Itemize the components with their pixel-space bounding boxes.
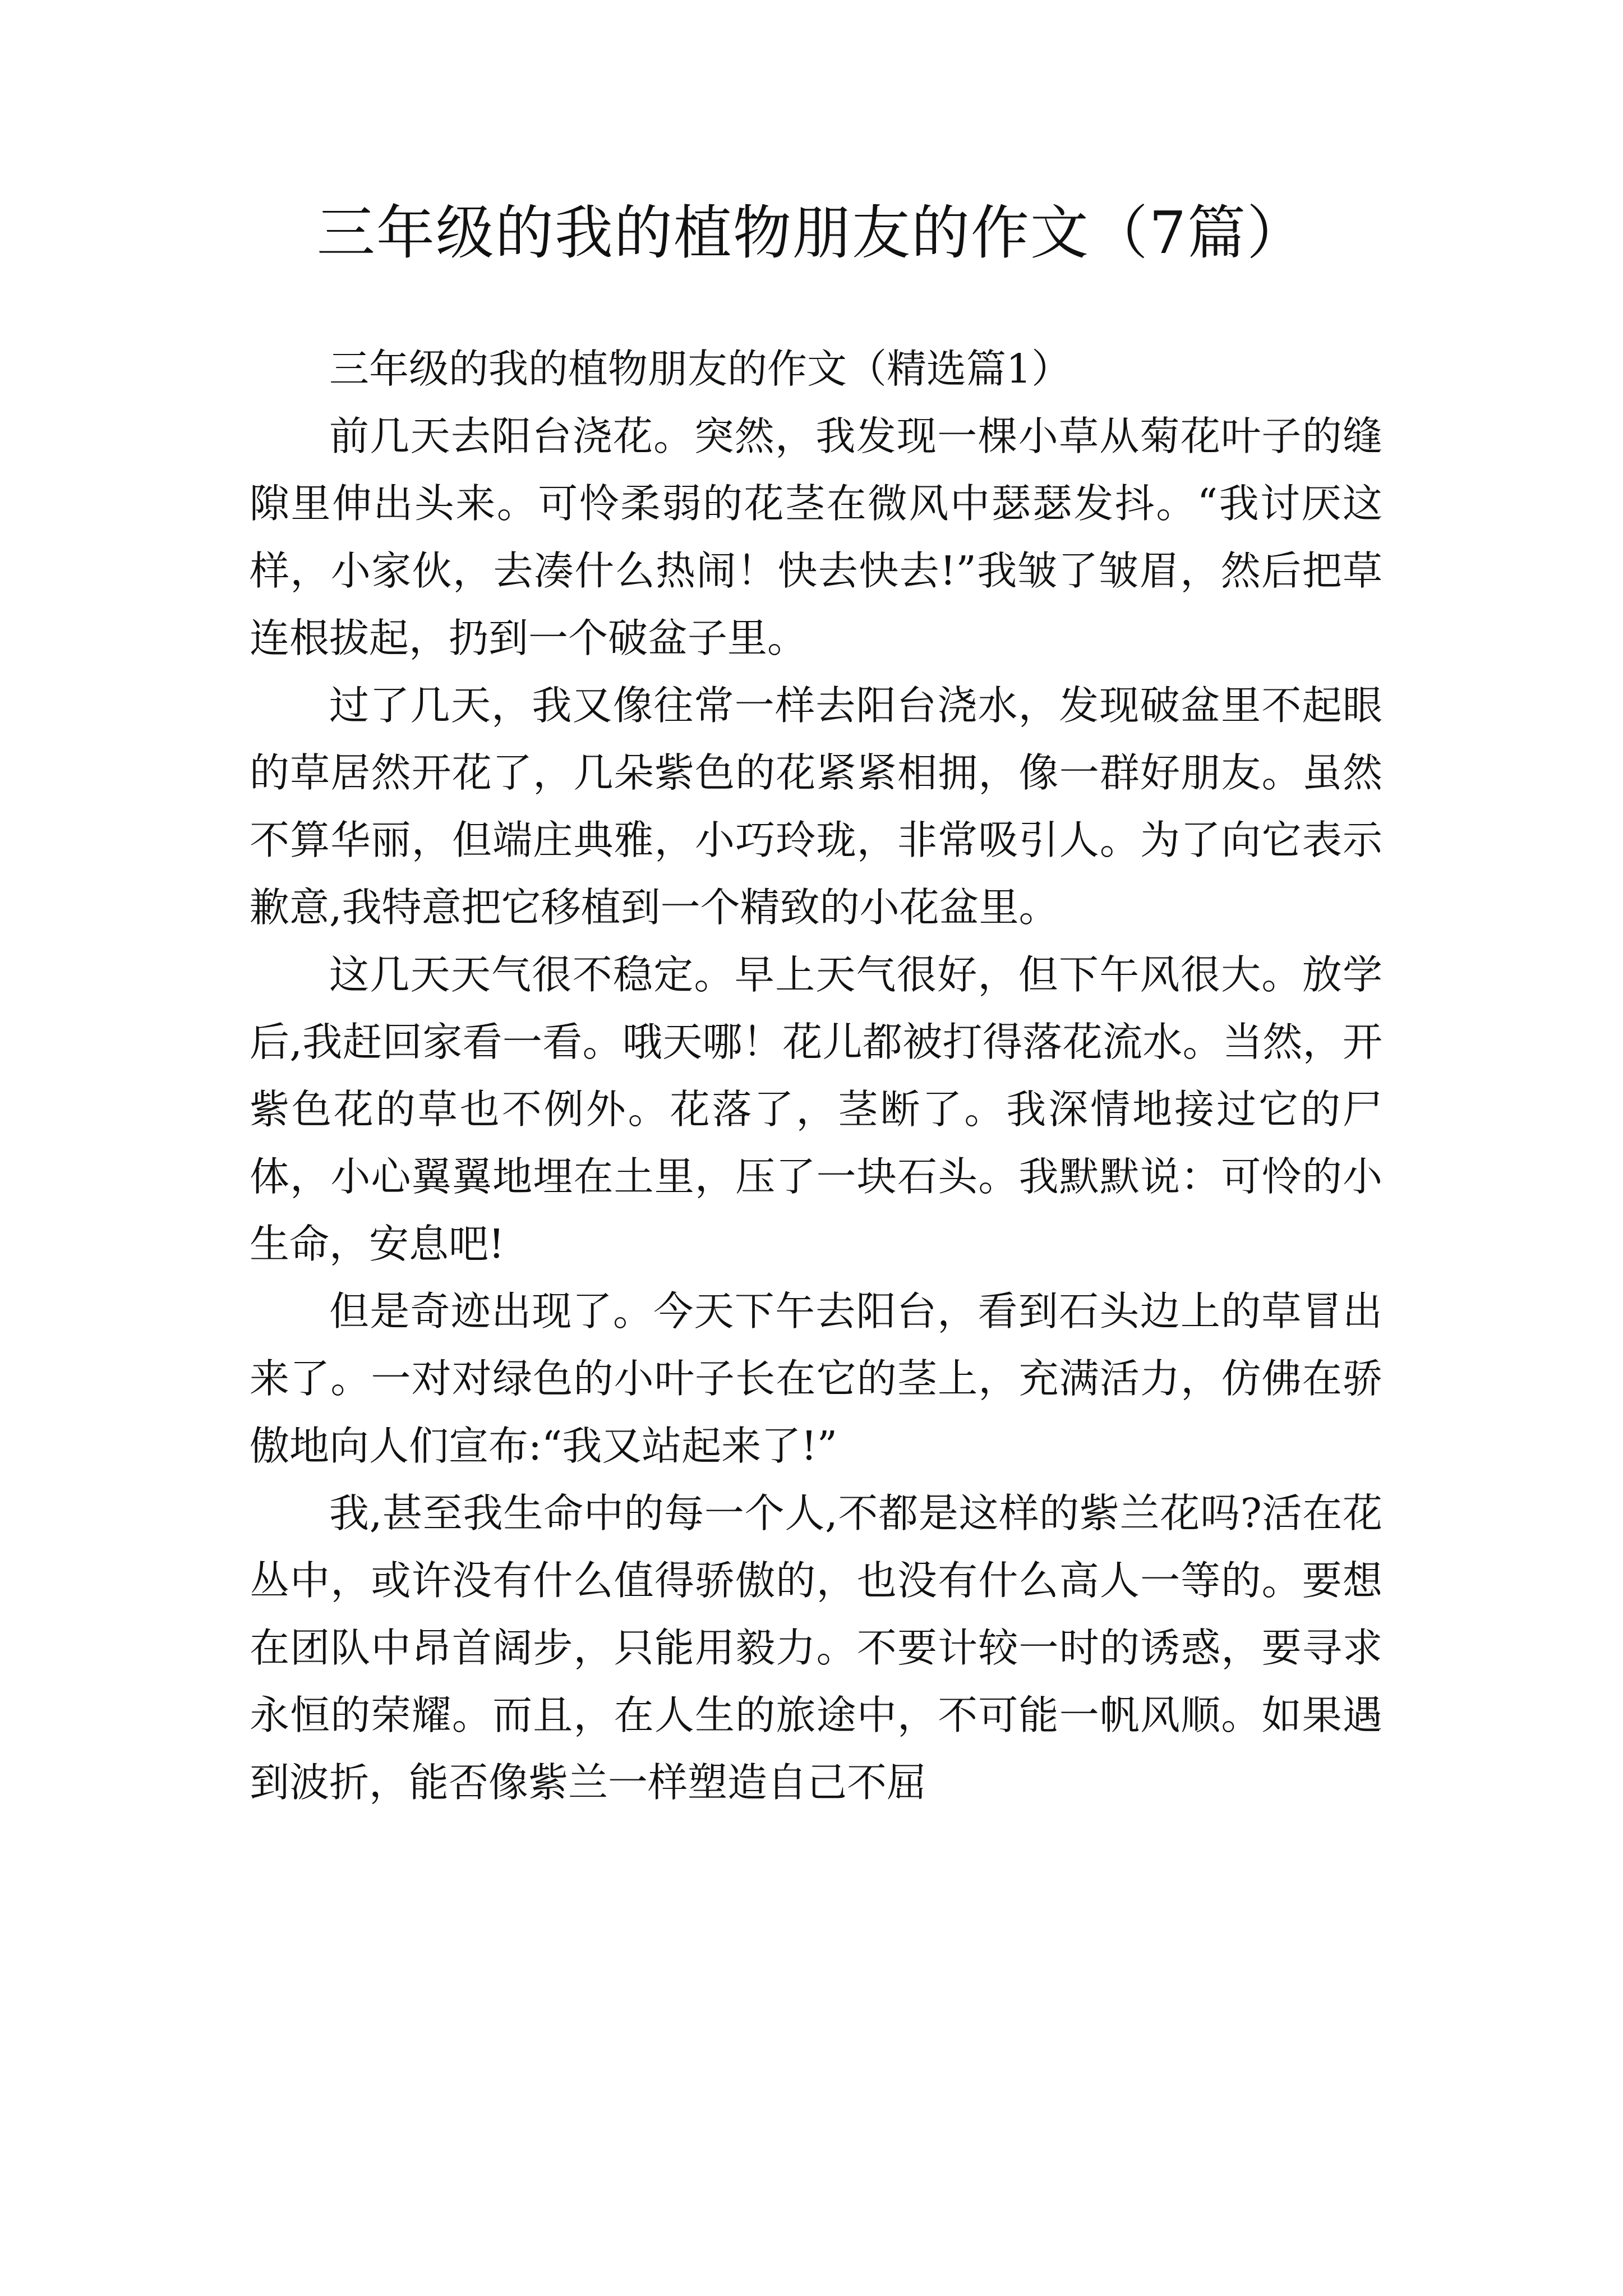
paragraph: 前几天去阳台浇花。突然，我发现一棵小草从菊花叶子的缝隙里伸出头来。可怜柔弱的花茎在微风中瑟瑟发抖。“我讨厌这样，小家伙，去凑什么热闹！快去快去!”我皱了皱眉，然后把草连根拔起，扔到一个破盆子里。 <box>250 413 1382 661</box>
document-body <box>250 335 1382 1816</box>
document-title: 三年级的我的植物朋友的作文（7篇） <box>316 199 1307 267</box>
section-heading: 三年级的我的植物朋友的作文（精选篇1） <box>329 346 1072 392</box>
paragraph: 但是奇迹出现了。今天下午去阳台，看到石头边上的草冒出来了。一对对绿色的小叶子长在它的茎上，充满活力，仿佛在骄傲地向人们宣布:“我又站起来了!” <box>250 1288 1382 1469</box>
paragraph: 我,甚至我生命中的每一个人,不都是这样的紫兰花吗?活在花丛中，或许没有什么值得骄傲的，也没有什么高人一等的。要想在团队中昂首阔步，只能用毅力。不要计较一时的诱惑，要寻求永恒的荣耀。而且，在人生的旅途中，不可能一帆风顺。如果遇到波折，能否像紫兰一样塑造自己不屈 <box>250 1490 1382 1806</box>
paragraph: 这几天天气很不稳定。早上天气很好，但下午风很大。放学后,我赶回家看一看。哦天哪！花儿都被打得落花流水。当然，开紫色花的草也不例外。花落了，茎断了。我深情地接过它的尸体，小心翼翼地埋在土里，压了一块石头。我默默说：可怜的小生命，安息吧! <box>250 951 1382 1267</box>
paragraph: 过了几天，我又像往常一样去阳台浇水，发现破盆里不起眼的草居然开花了，几朵紫色的花紧紧相拥，像一群好朋友。虽然不算华丽，但端庄典雅，小巧玲珑，非常吸引人。为了向它表示歉意,我特意把它移植到一个精致的小花盆里。 <box>250 682 1382 931</box>
